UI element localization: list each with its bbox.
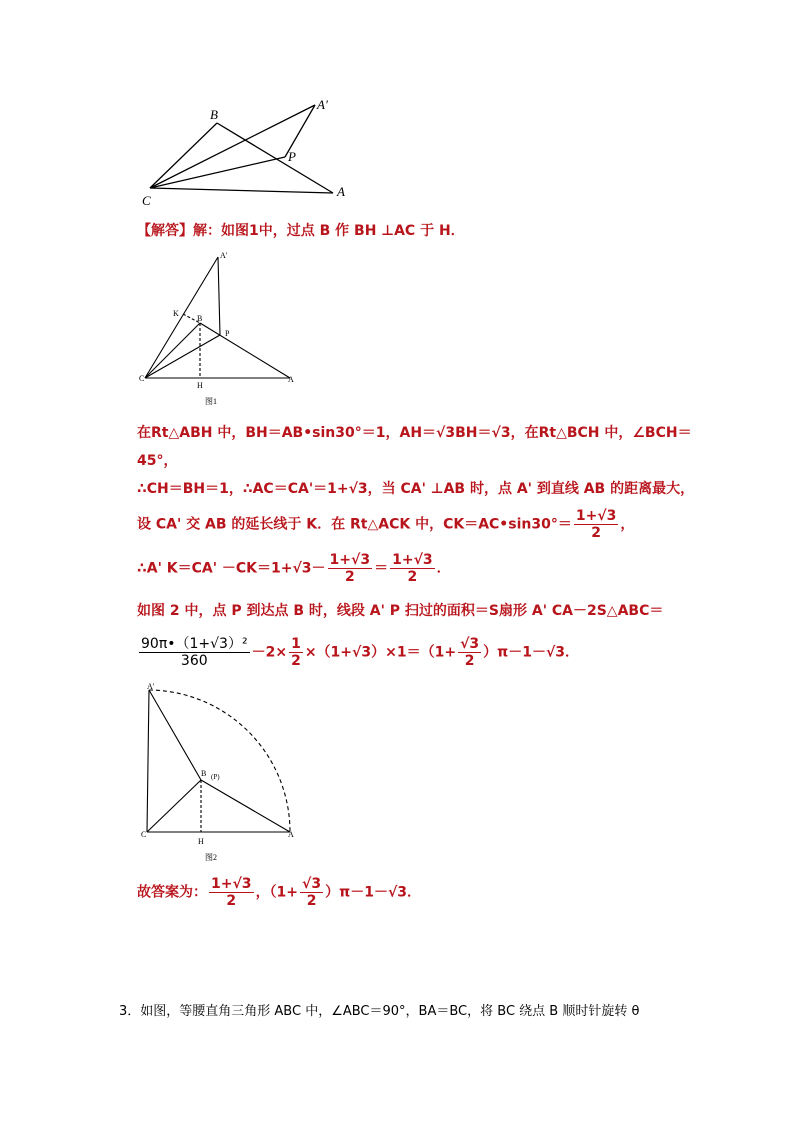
- fig1-label-C: C: [139, 374, 145, 383]
- fig2-label-A-prime: A': [147, 682, 155, 691]
- label-B: B: [210, 107, 218, 122]
- fig1-caption: 图1: [205, 397, 217, 406]
- fig2-label-C: C: [141, 830, 147, 839]
- fig1-label-B: B: [197, 314, 203, 323]
- fig2-label-A: A: [288, 830, 294, 839]
- fig1-label-H: H: [197, 381, 203, 390]
- figure-top: [135, 95, 355, 210]
- solution-line-1: 在Rt△ABH 中，BH＝AB•sin30°＝1，AH＝√3BH＝√3，在Rt△BCH 中，∠BCH＝: [137, 425, 692, 441]
- fig2-label-B: B: [201, 769, 207, 778]
- question-3: 3．如图，等腰直角三角形 ABC 中，∠ABC＝90°，BA＝BC，将 BC 绕点 B 顺时针旋转 θ: [119, 1004, 640, 1019]
- fig1-label-A: A: [288, 375, 294, 384]
- solution-line-6: 如图 2 中，点 P 到达点 B 时，线段 A' P 扫过的面积＝S扇形 A' CA－2S△ABC＝: [137, 603, 664, 619]
- solution-line-7: $\frac{\text{90π•（1+√3）²}}{360}$ －2× $\frac{1}{2}$ ×（1+√3）×1＝（1+ $\frac{√3}{2}$ ）π－1－√3．: [141, 636, 580, 669]
- fig2-caption: 图2: [205, 853, 217, 862]
- label-A: A: [337, 184, 345, 199]
- fig2-label-H: H: [198, 837, 204, 846]
- fig1-label-K: K: [173, 309, 179, 318]
- label-C: C: [142, 193, 151, 208]
- fig1-label-A-prime: A': [220, 251, 228, 260]
- label-A-prime: A': [317, 97, 328, 112]
- solution-line-5: ∴A' K＝CA' －CK＝1+√3－ $\frac{1+√3}{2}$ ＝ $\frac{1+√3}{2}$ ．: [137, 552, 451, 585]
- solution-line-2: 45°，: [137, 453, 178, 469]
- solution-line-4: 设 CA' 交 AB 的延长线于 K．在 Rt△ACK 中，CK＝AC•sin30°＝ $\frac{1+√3}{2}$ ，: [137, 508, 635, 541]
- fig2-label-P: (P): [211, 773, 220, 781]
- solution-intro: 【解答】解：如图1中，过点 B 作 BH ⊥AC 于 H．: [137, 223, 465, 239]
- fig1-label-P: P: [225, 329, 230, 338]
- answer-line: 故答案为： $\frac{1+√3}{2}$ ，（1+ $\frac{√3}{2}$ ）π－1－√3．: [137, 876, 422, 909]
- solution-line-3: ∴CH＝BH＝1，∴AC＝CA'＝1+√3，当 CA' ⊥AB 时，点 A' 到直线 AB 的距离最大，: [137, 481, 695, 497]
- figure-1: [135, 250, 310, 410]
- label-P: P: [288, 149, 296, 164]
- figure-2: [135, 680, 305, 865]
